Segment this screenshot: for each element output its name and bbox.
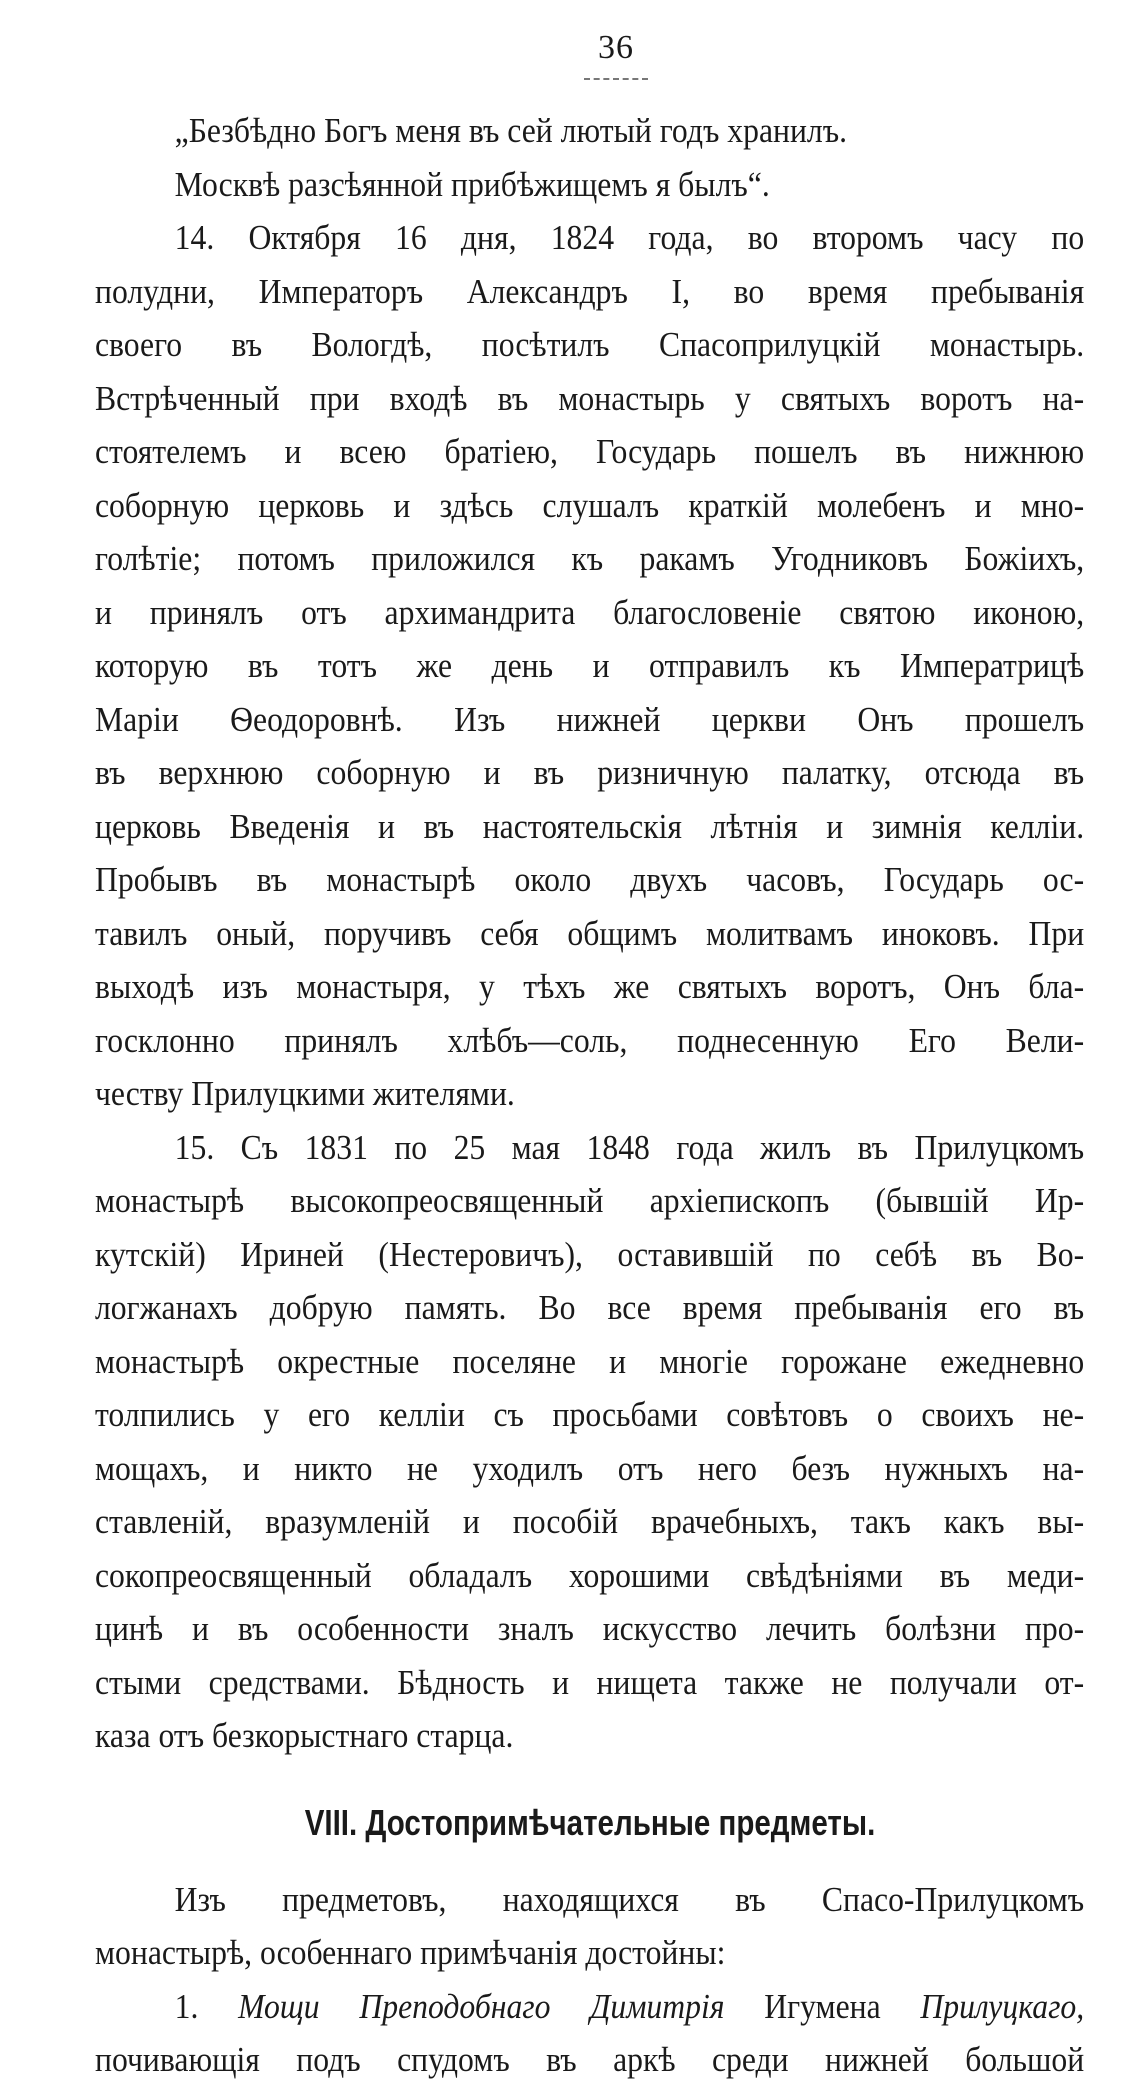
text-line: и принялъ отъ архимандрита благословеніе святою иконою, (95, 592, 1085, 632)
item-italic-prilutsky: Прилуцкаго, (920, 1986, 1085, 2026)
item-1-line-1 (95, 1980, 1084, 2034)
page-number: 36 (95, 18, 1085, 78)
paragraphs-13-15 (95, 104, 1085, 1763)
text-line: стоятелемъ и всею братіею, Государь пошелъ въ нижнюю (95, 432, 1085, 471)
text-line: логжанахъ добрую память. Во все время пребыванія его въ (95, 1288, 1085, 1327)
text-line: мощахъ, и никто не уходилъ отъ него безъ нужныхъ на- (95, 1448, 1085, 1488)
text-line: 14. Октября 16 дня, 1824 года, во второмъ часу по (174, 218, 1085, 257)
text-line: полудни, Императоръ Александръ I, во время пребыванія (95, 271, 1085, 311)
text-line: въ верхнюю соборную и въ ризничную палатку, отсюда въ (95, 753, 1085, 792)
item-1-line-2: почивающія подъ спудомъ въ аркѣ среди нижней большой (95, 2040, 1085, 2079)
text-line: цинѣ и въ особенности зналъ искусство лечить болѣзни про- (95, 1609, 1085, 1648)
text-line: стыми средствами. Бѣдность и нищета также не получали от- (95, 1662, 1085, 1702)
item-italic-relics: Мощи Преподобнаго Димитрія (238, 1986, 725, 2026)
book-page (95, 18, 1085, 2087)
text-line: честву Прилуцкими жителями. (95, 1074, 515, 1113)
text-line: выходѣ изъ монастыря, у тѣхъ же святыхъ воротъ, Онъ бла- (95, 967, 1085, 1006)
text-line: ставленій, вразумленій и пособій врачебныхъ, такъ какъ вы- (95, 1502, 1085, 1541)
section-intro (95, 1873, 1085, 1980)
text-line: тавилъ оный, поручивъ себя общимъ молитвамъ иноковъ. При (95, 913, 1085, 953)
text-line: которую въ тотъ же день и отправилъ къ Императрицѣ (95, 646, 1085, 685)
text-line: церковь Введенія и въ настоятельскія лѣтнія и зимнія келліи. (95, 806, 1085, 846)
text-line: сокопреосвященный обладалъ хорошими свѣдѣніями въ меди- (95, 1555, 1085, 1595)
text-line: монастырѣ, особеннаго примѣчанія достойны: (95, 1933, 726, 1972)
text-line: монастырѣ окрестные поселяне и многіе горожане ежедневно (95, 1341, 1085, 1381)
text-line: 15. Съ 1831 по 25 мая 1848 года жилъ въ Прилуцкомъ (174, 1127, 1085, 1167)
text-line: монастырѣ высокопреосвященный архіепископъ (бывшій Ир- (95, 1181, 1085, 1220)
text-line: толпились у его келліи съ просьбами совѣтовъ о своихъ не- (95, 1395, 1085, 1434)
text-line: соборную церковь и здѣсь слушалъ краткій молебенъ и мно- (95, 485, 1085, 525)
text-line: Маріи Ѳеодоровнѣ. Изъ нижней церкви Онъ прошелъ (95, 699, 1085, 739)
text-line: Встрѣченный при входѣ въ монастырь у святыхъ воротъ на- (95, 378, 1085, 418)
text-line: кутскій) Ириней (Нестеровичъ), оставившій по себѣ въ Во- (95, 1234, 1085, 1274)
section-heading: VIII. Достопримѣчательные предметы. (304, 1801, 876, 1843)
text-line: голѣтіе; потомъ приложился къ ракамъ Угодниковъ Божіихъ, (95, 539, 1085, 578)
text-line: Изъ предметовъ, находящихся въ Спасо-Прилуцкомъ (174, 1879, 1085, 1919)
text-line: госклонно принялъ хлѣбъ—соль, поднесенную Его Вели- (95, 1020, 1085, 1060)
text-line: Пробывъ въ монастырѣ около двухъ часовъ, Государь ос- (95, 860, 1085, 899)
text-line: Москвѣ разсѣянной прибѣжищемъ я былъ“. (174, 164, 770, 204)
text-line: своего въ Вологдѣ, посѣтилъ Спасоприлуцкій монастырь. (95, 325, 1085, 364)
item-number: 1. (174, 1986, 199, 2026)
text-line: каза отъ безкорыстнаго старца. (95, 1716, 514, 1755)
text-line: „Безбѣдно Богъ меня въ сей лютый годъ хранилъ. (174, 111, 848, 150)
item-plain-hegumen: Игумена (764, 1986, 881, 2026)
